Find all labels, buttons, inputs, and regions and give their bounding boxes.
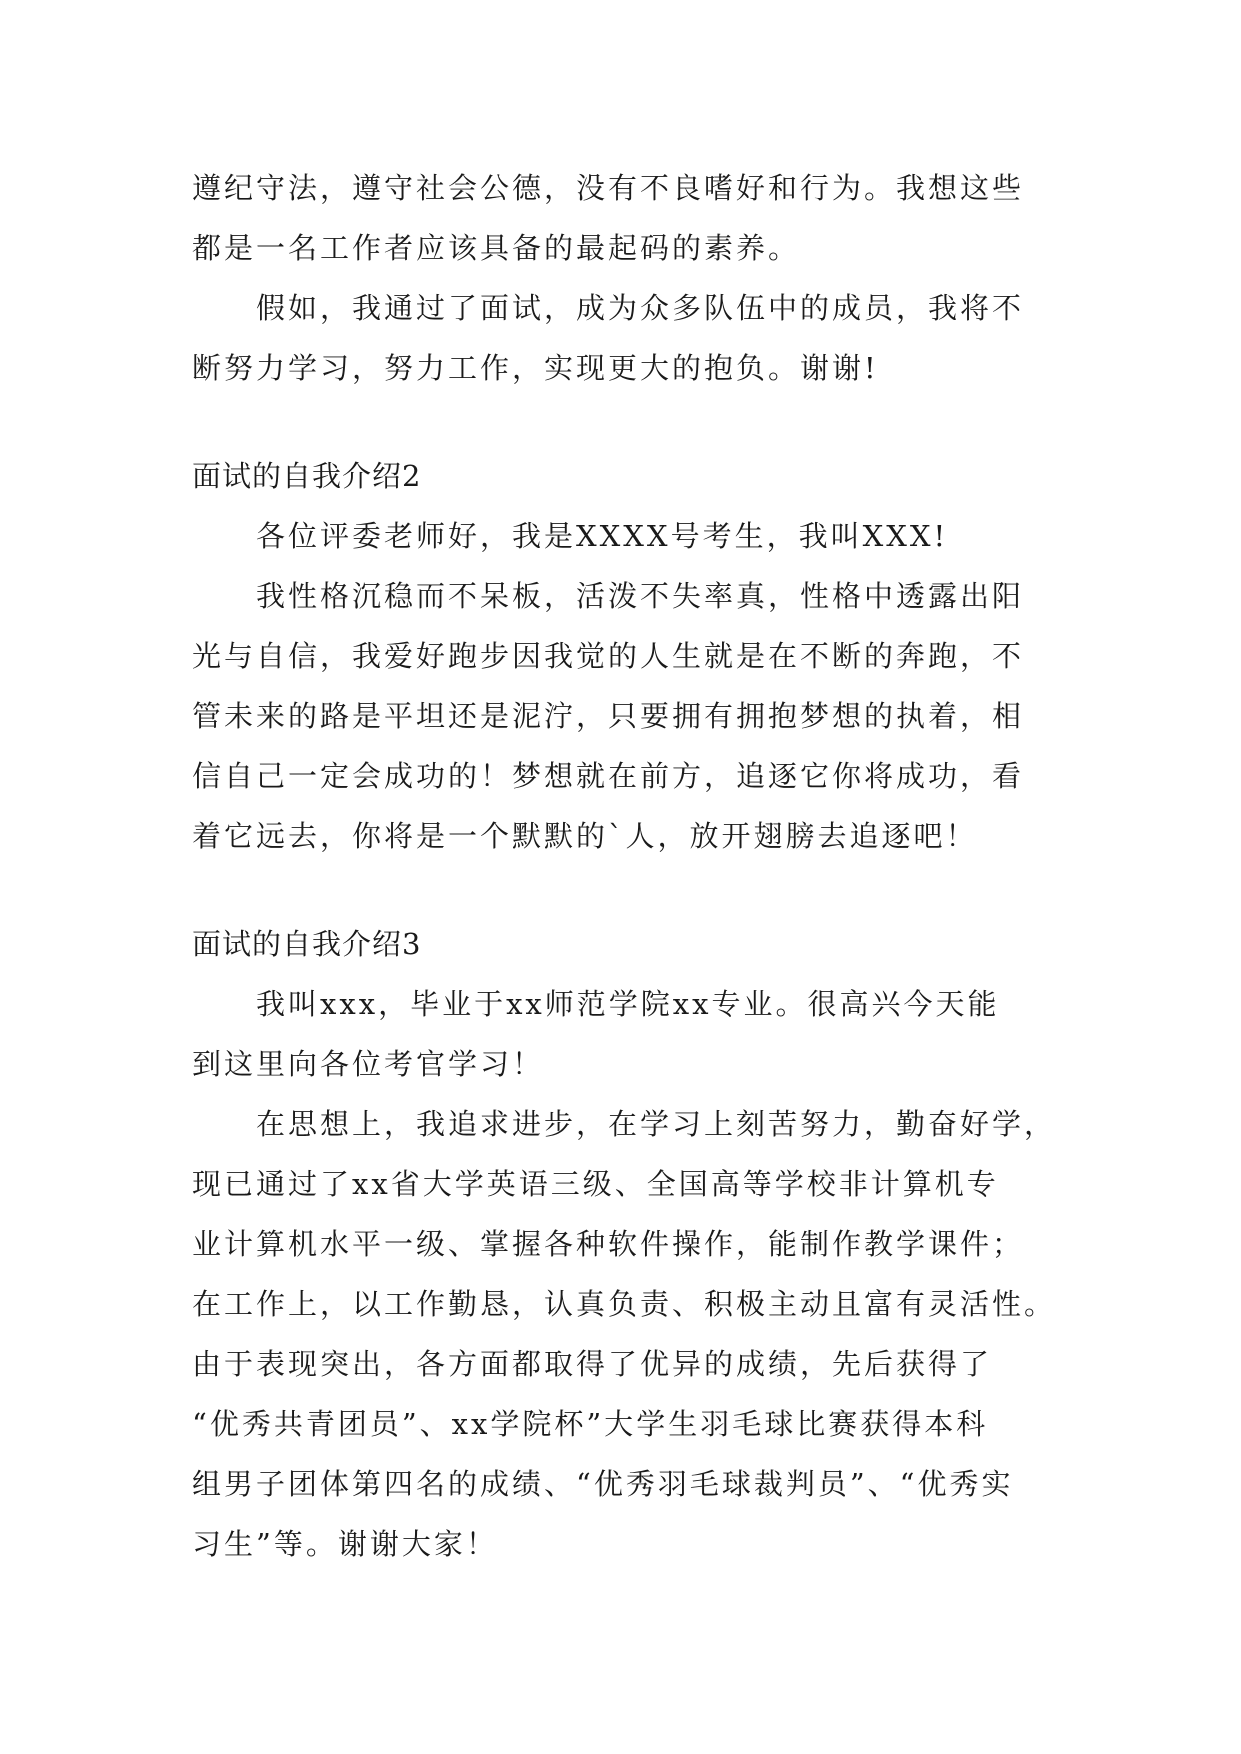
- paragraph-line: 断努力学习，努力工作，实现更大的抱负。谢谢!: [192, 351, 879, 385]
- paragraph-line: 各位评委老师好，我是XXXX号考生，我叫XXX!: [256, 519, 949, 553]
- paragraph-line: 都是一名工作者应该具备的最起码的素养。: [192, 231, 801, 265]
- paragraph-line: 我叫xxx，毕业于xx师范学院xx专业。很高兴今天能: [256, 987, 1000, 1021]
- paragraph-line: “优秀共青团员”、xx学院杯”大学生羽毛球比赛获得本科: [192, 1407, 989, 1441]
- paragraph-line: 遵纪守法，遵守社会公德，没有不良嗜好和行为。我想这些: [192, 171, 1025, 205]
- paragraph-line: 我性格沉稳而不呆板，活泼不失率真，性格中透露出阳: [256, 579, 1025, 613]
- paragraph-line: 组男子团体第四名的成绩、“优秀羽毛球裁判员”、“优秀实: [192, 1467, 1014, 1501]
- paragraph-line: 管未来的路是平坦还是泥泞，只要拥有拥抱梦想的执着，相: [192, 699, 1025, 733]
- paragraph-line: 到这里向各位考官学习！: [192, 1047, 545, 1081]
- paragraph-line: 业计算机水平一级、掌握各种软件操作，能制作教学课件；: [192, 1227, 1025, 1261]
- paragraph-line: 光与自信，我爱好跑步因我觉的人生就是在不断的奔跑，不: [192, 639, 1025, 673]
- paragraph-line: 现已通过了xx省大学英语三级、全国高等学校非计算机专: [192, 1167, 999, 1201]
- section-heading: 面试的自我介绍3: [192, 927, 422, 961]
- paragraph-line: 习生”等。谢谢大家！: [192, 1527, 498, 1561]
- paragraph-line: 在思想上，我追求进步，在学习上刻苦努力，勤奋好学，: [256, 1107, 1057, 1141]
- paragraph-line: 由于表现突出，各方面都取得了优异的成绩，先后获得了: [192, 1347, 993, 1381]
- section-heading: 面试的自我介绍2: [192, 459, 422, 493]
- paragraph-line: 着它远去，你将是一个默默的`人，放开翅膀去追逐吧！: [192, 819, 978, 853]
- paragraph-line: 信自己一定会成功的！梦想就在前方，追逐它你将成功，看: [192, 759, 1025, 793]
- document-body: [192, 158, 1057, 1574]
- paragraph-line: 在工作上，以工作勤恳，认真负责、积极主动且富有灵活性。: [192, 1287, 1057, 1321]
- paragraph-line: 假如，我通过了面试，成为众多队伍中的成员，我将不: [256, 291, 1025, 325]
